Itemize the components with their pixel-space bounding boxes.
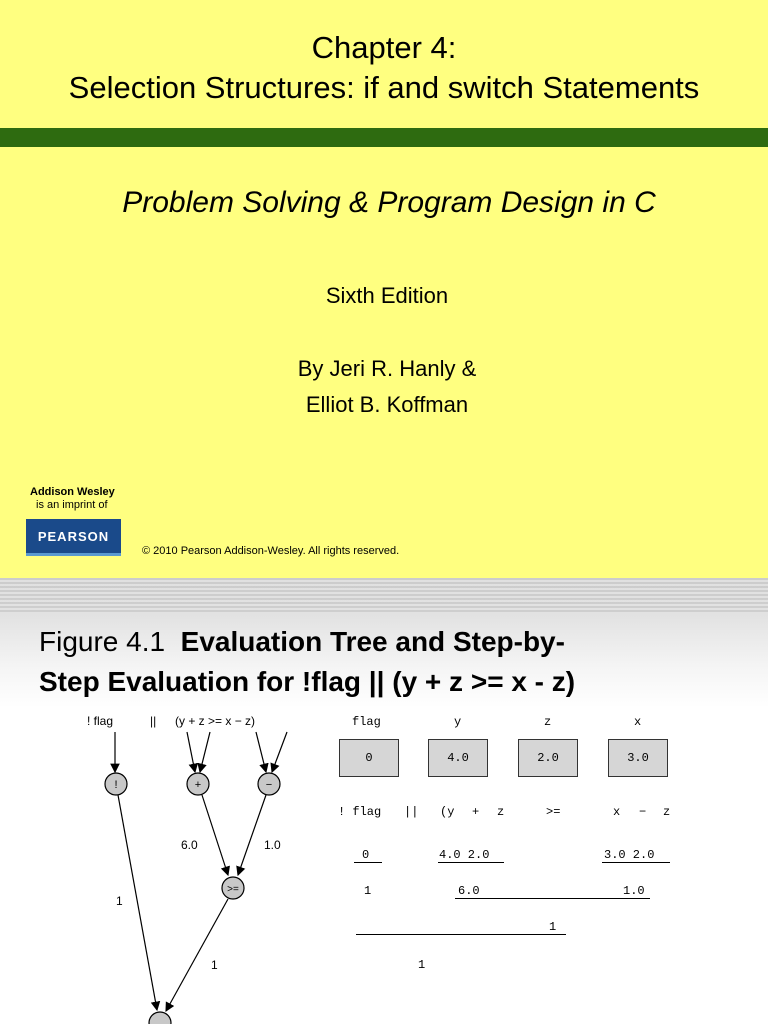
evaluation-tree [0,708,320,1024]
var-label-z: z [544,715,552,729]
edge-value-plus: 6.0 [181,838,198,852]
pearson-logo: PEARSON [26,519,121,556]
figure-title-part: Evaluation Tree and Step-by- [180,626,565,657]
authors-line-2: Elliot B. Koffman [305,392,469,417]
tree-expression-not-flag: ! flag [87,714,114,728]
step-row1-flag: 0 [362,848,370,862]
svg-text:+: + [194,779,202,791]
step-row2-diff: 1.0 [623,884,645,898]
step-expr-ge: >= [546,805,561,819]
book-title: Problem Solving & Program Design in C [122,186,656,219]
var-label-x: x [634,715,642,729]
step-expr-z1: z [497,805,505,819]
chapter-subtitle: Selection Structures: if and switch Statements [68,70,700,105]
header-stripes [0,578,768,614]
step-row4-result: 1 [418,958,426,972]
var-label-flag: flag [352,715,381,729]
figure-label: Figure 4.1 [39,626,166,657]
step-expr-plus: + [472,805,480,819]
svg-text:>=: >= [227,884,239,895]
authors-line-1: By Jeri R. Hanly & [297,356,477,381]
var-box-flag: 0 [339,739,399,777]
step-expr-x: x [613,805,621,819]
step-expr-or: || [404,805,419,819]
tree-expression-or: || [150,714,157,728]
imprint-note: is an imprint of [36,499,108,511]
copyright: © 2010 Pearson Addison-Wesley. All rights reserved. [142,545,400,557]
var-label-y: y [454,715,462,729]
step-row1-xz: 3.0 2.0 [604,848,655,862]
step-row2-not: 1 [364,884,372,898]
tree-expression-rest: (y + z >= x − z) [175,714,256,728]
step-expr-not-flag: ! flag [338,805,382,819]
node-or [149,1012,171,1024]
divider-band [0,128,768,147]
var-box-x: 3.0 [608,739,668,777]
chapter-title: Chapter 4: [311,30,457,65]
step-expr-minus: − [639,805,647,819]
var-box-y: 4.0 [428,739,488,777]
step-expr-y: (y [440,805,455,819]
figure-title-line-2: Step Evaluation for !flag || (y + z >= x - z) [39,666,576,697]
step-expr-z2: z [663,805,671,819]
svg-text:!: ! [114,779,118,791]
edge-value-minus: 1.0 [264,838,281,852]
var-box-z: 2.0 [518,739,578,777]
edition: Sixth Edition [325,283,449,308]
publisher-name: Addison Wesley [30,486,115,498]
edge-value-ge: 1 [211,958,218,972]
edge-value-not: 1 [116,894,123,908]
figure-title-line-1 [39,626,565,658]
step-row3-ge: 1 [549,920,557,934]
step-row1-yz: 4.0 2.0 [439,848,490,862]
svg-text:−: − [265,779,273,791]
figure-slide [0,578,768,1024]
step-row2-sum: 6.0 [458,884,480,898]
